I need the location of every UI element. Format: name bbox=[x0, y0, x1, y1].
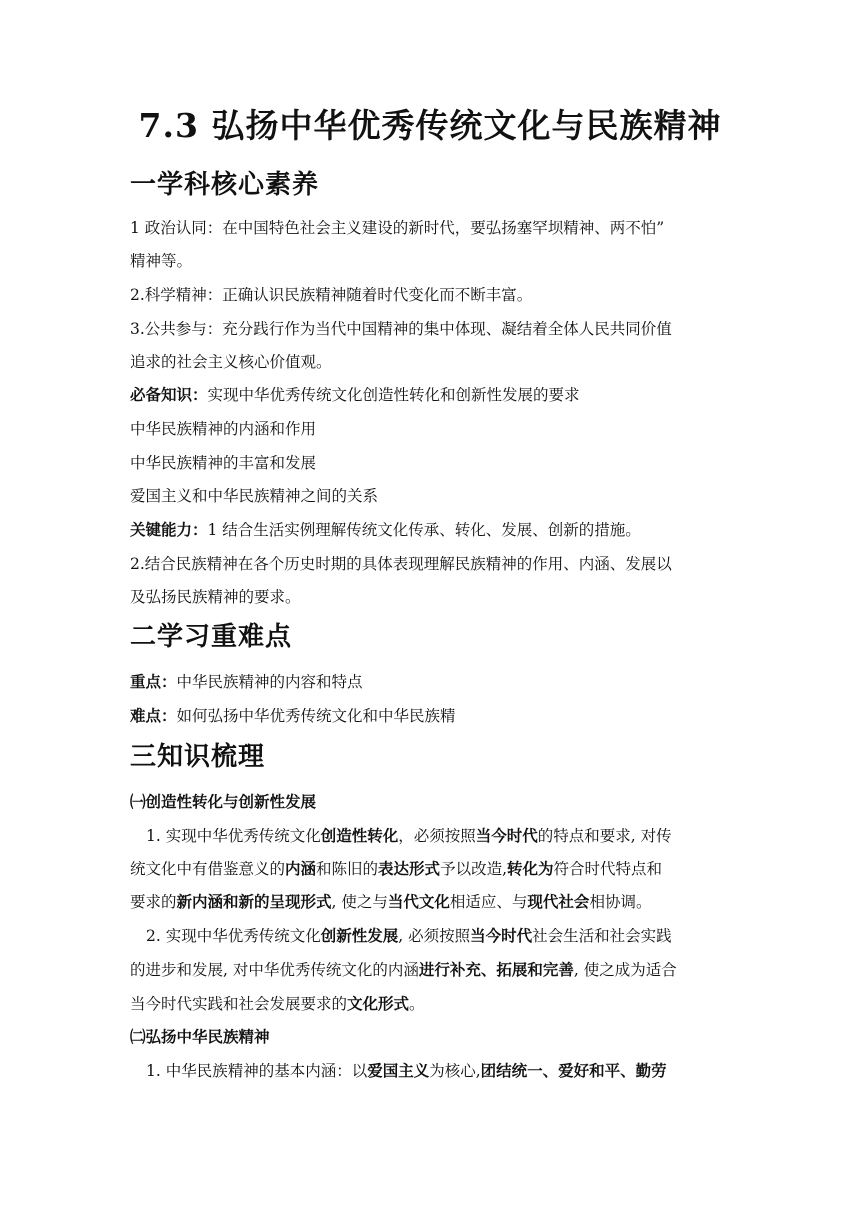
text-run: , 必须按照 bbox=[398, 927, 471, 945]
bold-run: 当今时代 bbox=[475, 827, 538, 845]
bold-run: 新内涵和新的呈现形式 bbox=[176, 893, 332, 911]
text-run: 社会生活和社会实践 bbox=[532, 927, 672, 945]
section-heading-core-literacy: 一学科核心素养 bbox=[130, 170, 320, 200]
page-title: 7.3 弘扬中华优秀传统文化与民族精神 bbox=[138, 106, 722, 145]
key-point-text: 中华民族精神的内容和特点 bbox=[176, 673, 363, 691]
key-ability-text: 1 结合生活实例理解传统文化传承、转化、发展、创新的措施。 bbox=[207, 521, 641, 539]
paragraph-line: 及弘扬民族精神的要求。 bbox=[130, 588, 301, 606]
bold-run: 当代文化 bbox=[387, 893, 450, 911]
paragraph-line: 精神等。 bbox=[130, 252, 193, 270]
paragraph-line bbox=[130, 886, 735, 919]
required-knowledge-line bbox=[130, 379, 735, 412]
paragraph-line: 3.公共参与：充分践行作为当代中国精神的集中体现、凝结着全体人民共同价值 bbox=[130, 320, 672, 338]
paragraph-line: 2.科学精神：正确认识民族精神随着时代变化而不断丰富。 bbox=[130, 286, 533, 304]
bold-run: 表达形式 bbox=[378, 860, 441, 878]
bold-run: 团结统一、爱好和平、勤劳 bbox=[480, 1062, 667, 1080]
section-heading-knowledge-review: 三知识梳理 bbox=[130, 742, 266, 772]
bold-run: 创造性转化 bbox=[320, 827, 399, 845]
text-run: 统文化中有借鉴意义的 bbox=[130, 860, 286, 878]
difficult-point-text: 如何弘扬中华优秀传统文化和中华民族精 bbox=[176, 707, 456, 725]
text-run: 的特点和要求, 对传 bbox=[537, 827, 672, 845]
required-knowledge-label: 必备知识： bbox=[130, 386, 208, 404]
text-run: 当今时代实践和社会发展要求的 bbox=[130, 995, 348, 1013]
text-run: ，必须按照 bbox=[398, 827, 476, 845]
paragraph-line: 中华民族精神的丰富和发展 bbox=[130, 454, 317, 472]
paragraph-line: 爱国主义和中华民族精神之间的关系 bbox=[130, 487, 379, 505]
text-run: 。 bbox=[409, 995, 425, 1013]
paragraph-line bbox=[146, 820, 751, 853]
bold-run: 转化为 bbox=[507, 860, 554, 878]
difficult-point-label: 难点： bbox=[130, 707, 177, 725]
key-point-line bbox=[130, 666, 735, 699]
bold-run: 现代社会 bbox=[527, 893, 590, 911]
text-run: 的进步和发展, 对中华优秀传统文化的内涵 bbox=[130, 961, 419, 979]
text-run: 和陈旧的 bbox=[316, 860, 379, 878]
text-run: 相协调。 bbox=[589, 893, 652, 911]
bold-run: 进行补充、拓展和完善 bbox=[418, 961, 574, 979]
text-run: 相适应、与 bbox=[449, 893, 528, 911]
bold-run: 文化形式 bbox=[347, 995, 410, 1013]
bold-run: 内涵 bbox=[285, 860, 317, 878]
text-run: 要求的 bbox=[130, 893, 177, 911]
key-point-label: 重点： bbox=[130, 673, 177, 691]
paragraph-line bbox=[130, 853, 735, 886]
key-ability-line bbox=[130, 514, 735, 547]
key-ability-label: 关键能力： bbox=[130, 521, 208, 539]
paragraph-line bbox=[130, 954, 735, 987]
subheading-national-spirit: ㈡弘扬中华民族精神 bbox=[130, 1028, 270, 1046]
difficult-point-line bbox=[130, 700, 735, 733]
text-run: , 使之与 bbox=[331, 893, 388, 911]
subheading-transformation: ㈠创造性转化与创新性发展 bbox=[130, 793, 317, 811]
text-run: , 使之成为适合 bbox=[573, 961, 677, 979]
paragraph-line bbox=[146, 920, 751, 953]
text-run: 予以改造, bbox=[440, 860, 507, 878]
paragraph-line: 追求的社会主义核心价值观。 bbox=[130, 353, 332, 371]
section-heading-key-difficult-points: 二学习重难点 bbox=[130, 622, 293, 652]
paragraph-line bbox=[130, 988, 735, 1021]
bold-run: 当今时代 bbox=[470, 927, 533, 945]
paragraph-line bbox=[146, 1055, 751, 1088]
paragraph-line: 中华民族精神的内涵和作用 bbox=[130, 420, 317, 438]
text-run: 1. 实现中华优秀传统文化 bbox=[146, 827, 321, 845]
text-run: 符合时代特点和 bbox=[553, 860, 663, 878]
bold-run: 创新性发展 bbox=[320, 927, 399, 945]
paragraph-line: 2.结合民族精神在各个历史时期的具体表现理解民族精神的作用、内涵、发展以 bbox=[130, 555, 672, 573]
paragraph-line: 1 政治认同：在中国特色社会主义建设的新时代，要弘扬塞罕坝精神、两不怕” bbox=[130, 219, 665, 237]
text-run: 2. 实现中华优秀传统文化 bbox=[146, 927, 321, 945]
text-run: 为核心, bbox=[429, 1062, 481, 1080]
text-run: 1. 中华民族精神的基本内涵：以 bbox=[146, 1062, 368, 1080]
bold-run: 爱国主义 bbox=[367, 1062, 430, 1080]
required-knowledge-text: 实现中华优秀传统文化创造性转化和创新性发展的要求 bbox=[207, 386, 580, 404]
